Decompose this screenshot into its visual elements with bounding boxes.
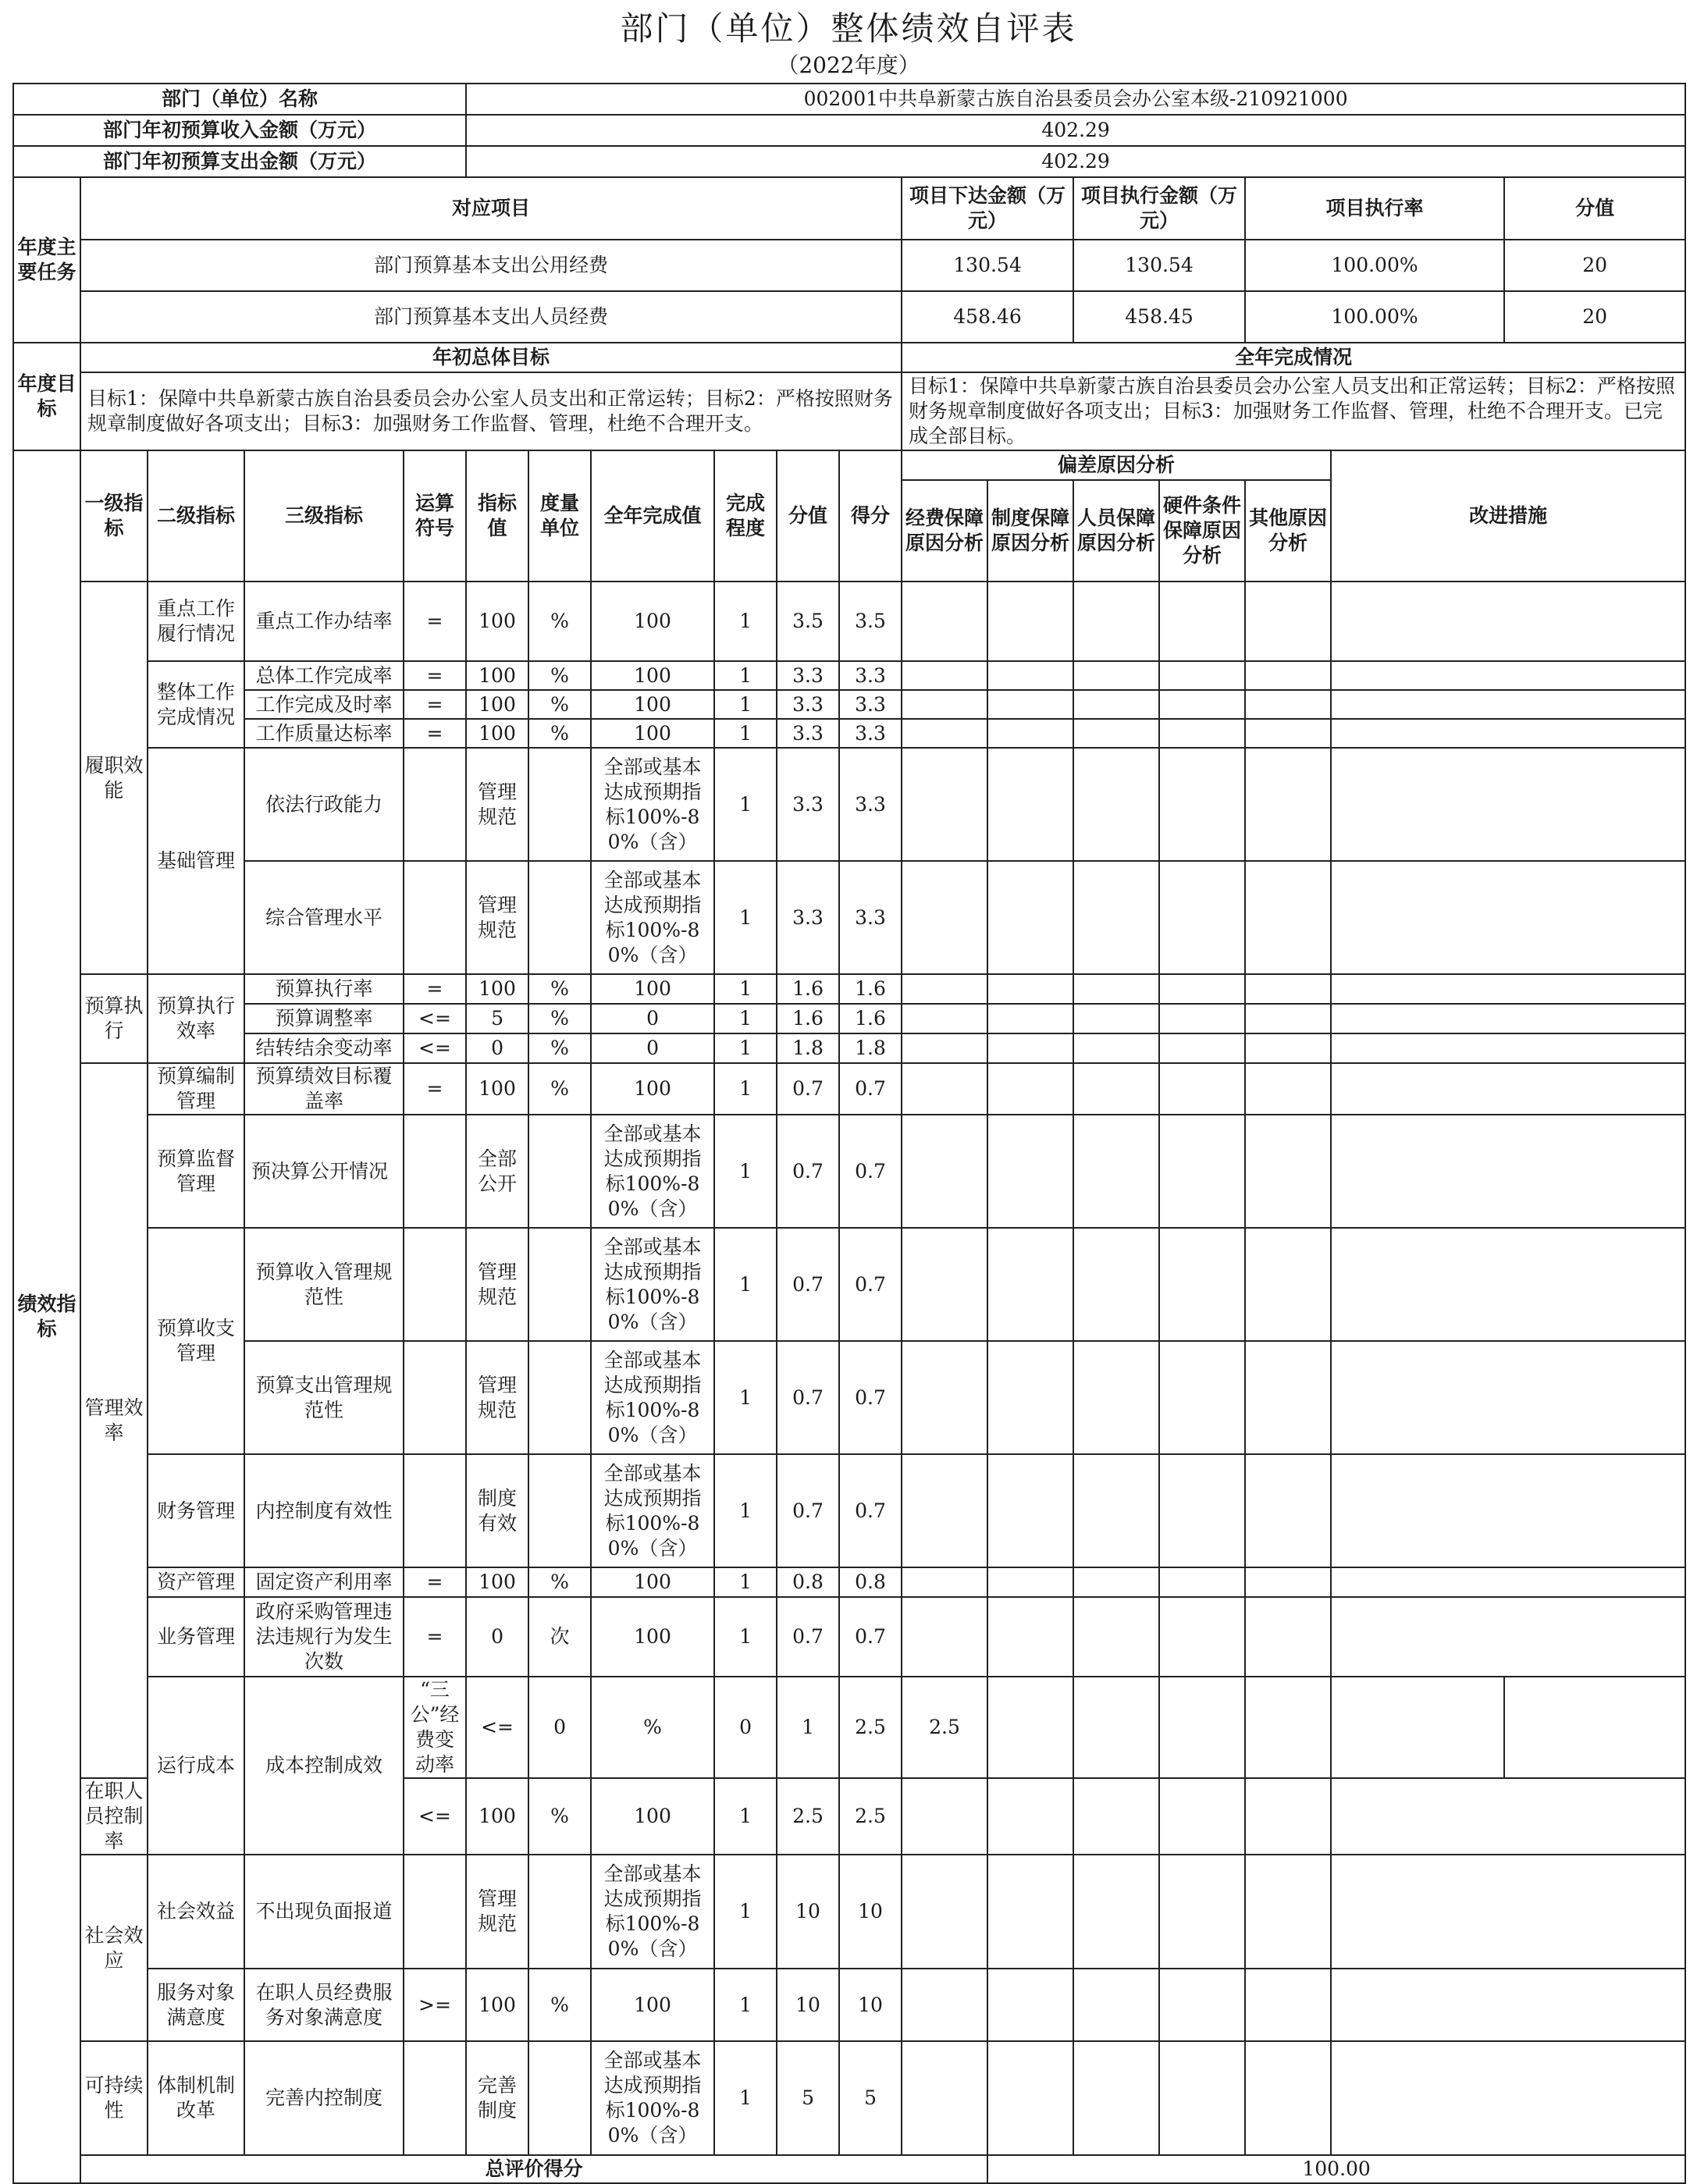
task-executed: 130.54 [1073,240,1245,291]
indicator-got: 0.7 [839,1341,902,1454]
indicator-unit: % [528,1567,591,1597]
indicator-name: 总体工作完成率 [244,661,404,690]
indicator-operator: <= [404,1004,466,1033]
table-row [13,1454,1685,1567]
goals-text-row [13,372,1685,450]
indicator-target: 100 [466,582,528,661]
indicator-target: 100 [466,690,528,719]
indicator-score: 0.7 [777,1115,839,1228]
indicator-operator: <= [404,1033,466,1063]
task-rate: 100.00% [1245,240,1504,291]
indicator-actual: 100 [591,661,714,690]
indicator-degree: 1 [714,1341,777,1454]
subgroup-label: 预算编制管理 [148,1063,244,1115]
indicator-unit [528,861,591,974]
indicator-unit [528,1454,591,1567]
indicator-name: 预算收入管理规范性 [244,1228,404,1341]
table-row [13,1063,1685,1115]
indicator-actual: 0 [591,1004,714,1033]
total-row [13,2155,1685,2183]
indicator-actual: 全部或基本达成预期指标100%-80%（含） [591,2041,714,2155]
col-actual: 全年完成值 [591,450,714,582]
indicator-score: 3.3 [777,690,839,719]
indicator-unit: % [528,582,591,661]
indicator-got: 3.3 [839,861,902,974]
indicator-got: 1.8 [839,1033,902,1063]
col-dev-other: 其他原因分析 [1245,480,1331,582]
indicator-actual: 100 [591,974,714,1004]
indicator-got: 3.3 [839,719,902,748]
indicator-operator [404,861,466,974]
indicator-name: 不出现负面报道 [244,1855,404,1969]
expense-row [13,146,1685,177]
task-row [13,240,1685,291]
indicator-degree: 1 [714,1004,777,1033]
indicator-unit [528,1855,591,1969]
indicator-operator [404,1341,466,1454]
group-label: 履职效能 [80,582,148,974]
indicator-name: 预算绩效目标覆盖率 [244,1063,404,1115]
task-row [13,291,1685,343]
subgroup-label: 成本控制成效 [244,1677,404,1855]
task-rate: 100.00% [1245,291,1504,343]
indicator-operator: = [404,1597,466,1677]
task-score: 20 [1504,291,1685,343]
dept-name-label: 部门（单位）名称 [13,84,466,115]
indicator-name: 工作质量达标率 [244,719,404,748]
col-level1: 一级指标 [80,450,148,582]
indicator-operator [404,2041,466,2155]
indicator-got: 0.7 [839,1454,902,1567]
tasks-col-score: 分值 [1504,177,1685,240]
indicator-target: 全部公开 [466,1115,528,1228]
group-label: 预算执行 [80,974,148,1063]
table-row [13,719,1685,748]
col-level2: 二级指标 [148,450,244,582]
indicator-target: 100 [466,974,528,1004]
indicator-actual: 0 [714,1677,777,1778]
indicator-actual: 全部或基本达成预期指标100%-80%（含） [591,1341,714,1454]
indicator-score: 2.5 [839,1677,902,1778]
col-level3: 三级指标 [244,450,404,582]
total-value: 100.00 [987,2155,1685,2183]
income-label: 部门年初预算收入金额（万元） [13,115,466,146]
table-row [13,974,1685,1004]
indicator-name: 固定资产利用率 [244,1567,404,1597]
indicator-got: 3.3 [839,748,902,861]
indicator-got: 0.7 [839,1228,902,1341]
indicator-operator: <= [404,1778,466,1855]
indicator-actual: 全部或基本达成预期指标100%-80%（含） [591,1228,714,1341]
indicator-target: 0 [528,1677,591,1778]
indicator-score: 0.7 [777,1228,839,1341]
indicator-name: 在职人员控制率 [80,1778,148,1855]
indicator-name: 依法行政能力 [244,748,404,861]
indicator-unit: 次 [528,1597,591,1677]
indicator-target: 100 [466,1063,528,1115]
indicator-operator: = [404,690,466,719]
indicator-target: 100 [466,1969,528,2041]
subgroup-label: 业务管理 [148,1597,244,1677]
indicator-got: 10 [839,1969,902,2041]
indicator-got: 1.6 [839,974,902,1004]
page-subtitle: （2022年度） [777,52,920,78]
indicator-score: 3.3 [777,748,839,861]
subgroup-label: 预算监督管理 [148,1115,244,1228]
indicator-unit: % [528,690,591,719]
indicator-operator [404,1855,466,1969]
indicator-got: 3.3 [839,661,902,690]
indicator-got: 3.5 [839,582,902,661]
indicator-target: 完善制度 [466,2041,528,2155]
indicator-score: 1.6 [777,1004,839,1033]
indicator-actual: 全部或基本达成预期指标100%-80%（含） [591,1454,714,1567]
subgroup-label: 基础管理 [148,748,244,974]
indicator-score: 10 [777,1969,839,2041]
group-label: 管理效率 [80,1063,148,1778]
income-row [13,115,1685,146]
indicator-target: 100 [466,1567,528,1597]
indicator-degree: 1 [714,1228,777,1341]
col-improve: 改进措施 [1331,450,1685,582]
indicator-actual: 100 [591,1063,714,1115]
indicator-unit: % [528,1004,591,1033]
indicator-actual: 100 [591,1969,714,2041]
indicator-actual: 100 [591,1778,714,1855]
indicator-got: 0.8 [839,1567,902,1597]
indicator-unit [528,1115,591,1228]
indicator-score: 0.7 [777,1454,839,1567]
table-row [13,582,1685,661]
subgroup-label: 整体工作完成情况 [148,661,244,748]
indicator-operator [404,1454,466,1567]
indicator-operator: = [404,719,466,748]
col-got: 得分 [839,450,902,582]
indicator-unit: % [528,719,591,748]
indicator-operator: >= [404,1969,466,2041]
indicator-unit: % [528,1033,591,1063]
subgroup-label: 体制机制改革 [148,2041,244,2155]
task-issued: 458.46 [902,291,1073,343]
indicator-unit [528,748,591,861]
indicator-score: 3.3 [777,719,839,748]
subgroup-label: 服务对象满意度 [148,1969,244,2041]
tasks-col-item: 对应项目 [80,177,902,240]
goals-completion-header: 全年完成情况 [902,343,1685,372]
indicator-score: 3.3 [777,661,839,690]
subgroup-label: 预算执行效率 [148,974,244,1063]
indicator-degree: 1 [714,1778,777,1855]
col-deviation: 偏差原因分析 [902,450,1331,480]
indicator-score: 1.8 [777,1033,839,1063]
indicators-header-row [13,450,1685,480]
indicator-name: 预算支出管理规范性 [244,1341,404,1454]
indicator-unit [528,1228,591,1341]
indicator-name: 在职人员经费服务对象满意度 [244,1969,404,2041]
indicator-score: 0.7 [777,1597,839,1677]
indicator-degree: 1 [714,1855,777,1969]
indicator-score: 2.5 [777,1778,839,1855]
indicator-operator [404,748,466,861]
indicator-degree: 1 [714,1063,777,1115]
indicator-target: 管理规范 [466,1228,528,1341]
subgroup-label: 财务管理 [148,1454,244,1567]
indicator-name: 内控制度有效性 [244,1454,404,1567]
page-title: 部门（单位）整体绩效自评表 [620,9,1077,48]
task-score: 20 [1504,240,1685,291]
indicator-actual: 100 [591,719,714,748]
col-degree: 完成程度 [714,450,777,582]
subgroup-label: 重点工作履行情况 [148,582,244,661]
indicator-target: 5 [466,1004,528,1033]
indicator-target: 0 [466,1597,528,1677]
indicator-degree: 1 [714,1597,777,1677]
indicator-target: 管理规范 [466,1855,528,1969]
col-unit: 度量单位 [528,450,591,582]
group-label: 社会效应 [80,1855,148,2041]
tasks-col-executed: 项目执行金额（万元） [1073,177,1245,240]
indicator-got: 5 [839,2041,902,2155]
indicator-unit: % [528,1778,591,1855]
indicator-name: 预算调整率 [244,1004,404,1033]
indicator-got: 0.7 [839,1597,902,1677]
total-label: 总评价得分 [80,2155,987,2183]
evaluation-table [12,83,1686,2184]
tasks-col-rate: 项目执行率 [1245,177,1504,240]
indicator-operator: = [404,1567,466,1597]
indicator-score: 3.3 [777,861,839,974]
indicator-actual: 100 [591,582,714,661]
group-label: 运行成本 [148,1677,244,1855]
table-row [13,1597,1685,1677]
subgroup-label: 社会效益 [148,1855,244,1969]
indicator-got: 10 [839,1855,902,1969]
indicator-target: 管理规范 [466,861,528,974]
col-score: 分值 [777,450,839,582]
indicator-degree: 1 [714,719,777,748]
subgroup-label: 预算收支管理 [148,1228,244,1454]
table-row [13,1567,1685,1597]
dept-name-row [13,84,1685,115]
indicator-target: 管理规范 [466,1341,528,1454]
indicator-actual: 100 [591,690,714,719]
indicator-operator: = [404,661,466,690]
indicator-actual: 全部或基本达成预期指标100%-80%（含） [591,1115,714,1228]
indicator-got: 3.3 [839,690,902,719]
indicator-degree: 1 [714,748,777,861]
indicator-degree: 1 [714,1969,777,2041]
indicator-name: 重点工作办结率 [244,582,404,661]
indicator-name: 完善内控制度 [244,2041,404,2155]
indicator-unit: % [528,661,591,690]
table-row [13,1004,1685,1033]
indicator-degree: 1 [714,861,777,974]
indicator-score: 0.7 [777,1341,839,1454]
task-executed: 458.45 [1073,291,1245,343]
table-row [13,1677,1685,1778]
indicator-target: 100 [466,1778,528,1855]
goals-completion-text: 目标1：保障中共阜新蒙古族自治县委员会办公室人员支出和正常运转；目标2：严格按照财务规章制度做好各项支出；目标3：加强财务工作监督、管理，杜绝不合理开支。已完成全部目标。 [902,372,1685,450]
indicator-degree: 1 [714,974,777,1004]
indicator-degree: 1 [714,661,777,690]
col-dev-funds: 经费保障原因分析 [902,480,987,582]
indicator-degree: 1 [714,1033,777,1063]
indicator-degree: 1 [714,1567,777,1597]
table-row [13,861,1685,974]
table-row [13,1855,1685,1969]
table-row [13,748,1685,861]
task-item: 部门预算基本支出公用经费 [80,240,902,291]
indicator-degree: 1 [777,1677,839,1778]
indicator-unit [528,1341,591,1454]
table-row [13,1033,1685,1063]
indicator-name: 政府采购管理违法违规行为发生次数 [244,1597,404,1677]
task-issued: 130.54 [902,240,1073,291]
col-dev-staff: 人员保障原因分析 [1073,480,1159,582]
table-row [13,1969,1685,2041]
indicators-section-label: 绩效指标 [13,450,80,2183]
table-row [13,2041,1685,2155]
indicator-got: 0.7 [839,1115,902,1228]
goals-initial-header: 年初总体目标 [80,343,902,372]
col-operator: 运算符号 [404,450,466,582]
indicator-target: 0 [466,1033,528,1063]
indicator-score: 3.5 [777,582,839,661]
income-value: 402.29 [466,115,1685,146]
indicator-score: 10 [777,1855,839,1969]
indicator-degree: 1 [714,2041,777,2155]
task-item: 部门预算基本支出人员经费 [80,291,902,343]
indicator-target: 100 [466,719,528,748]
indicator-actual: 0 [591,1033,714,1063]
indicator-degree: 1 [714,690,777,719]
expense-value: 402.29 [466,146,1685,177]
indicator-got: 2.5 [902,1677,987,1778]
indicator-name: 综合管理水平 [244,861,404,974]
indicator-name: 结转结余变动率 [244,1033,404,1063]
indicator-name: “三公”经费变动率 [404,1677,466,1778]
expense-label: 部门年初预算支出金额（万元） [13,146,466,177]
col-dev-system: 制度保障原因分析 [987,480,1073,582]
indicator-name: 工作完成及时率 [244,690,404,719]
table-row [13,661,1685,690]
col-dev-hardware: 硬件条件保障原因分析 [1159,480,1245,582]
subgroup-label: 资产管理 [148,1567,244,1597]
col-target: 指标值 [466,450,528,582]
indicator-actual: 全部或基本达成预期指标100%-80%（含） [591,861,714,974]
indicator-operator: = [404,582,466,661]
table-row [13,1228,1685,1341]
indicator-actual: 100 [591,1567,714,1597]
indicator-score: 0.7 [777,1063,839,1115]
indicator-unit: % [528,974,591,1004]
tasks-col-issued: 项目下达金额（万元） [902,177,1073,240]
group-label: 可持续性 [80,2041,148,2155]
indicator-got: 2.5 [839,1778,902,1855]
indicator-score: 1.6 [777,974,839,1004]
goals-header-row [13,343,1685,372]
indicator-unit: % [528,1969,591,2041]
dept-name-value: 002001中共阜新蒙古族自治县委员会办公室本级-210921000 [466,84,1685,115]
goals-section-label: 年度目标 [13,343,80,450]
indicator-got: 1.6 [839,1004,902,1033]
tasks-header-row [13,177,1685,240]
table-row [13,1341,1685,1454]
indicator-name: 预算执行率 [244,974,404,1004]
indicator-name: 预决算公开情况 [244,1115,404,1228]
indicator-unit: % [591,1677,714,1778]
indicator-target: 100 [466,661,528,690]
goals-initial-text: 目标1：保障中共阜新蒙古族自治县委员会办公室人员支出和正常运转；目标2：严格按照财务规章制度做好各项支出；目标3：加强财务工作监督、管理，杜绝不合理开支。 [80,372,902,450]
indicator-operator [404,1228,466,1341]
indicator-operator: = [404,1063,466,1115]
indicator-target: 制度有效 [466,1454,528,1567]
indicator-operator [404,1115,466,1228]
indicator-unit [528,2041,591,2155]
indicator-operator: = [404,974,466,1004]
indicator-score: 0.8 [777,1567,839,1597]
indicator-unit: % [528,1063,591,1115]
indicator-degree: 1 [714,582,777,661]
table-row [13,1115,1685,1228]
indicator-actual: 全部或基本达成预期指标100%-80%（含） [591,748,714,861]
tasks-section-label: 年度主要任务 [13,177,80,343]
indicator-degree: 1 [714,1454,777,1567]
indicator-got: 0.7 [839,1063,902,1115]
indicator-actual: 100 [591,1597,714,1677]
indicator-target: 管理规范 [466,748,528,861]
table-row [13,690,1685,719]
indicator-actual: 全部或基本达成预期指标100%-80%（含） [591,1855,714,1969]
indicator-score: 5 [777,2041,839,2155]
indicator-degree: 1 [714,1115,777,1228]
indicator-operator: <= [466,1677,528,1778]
